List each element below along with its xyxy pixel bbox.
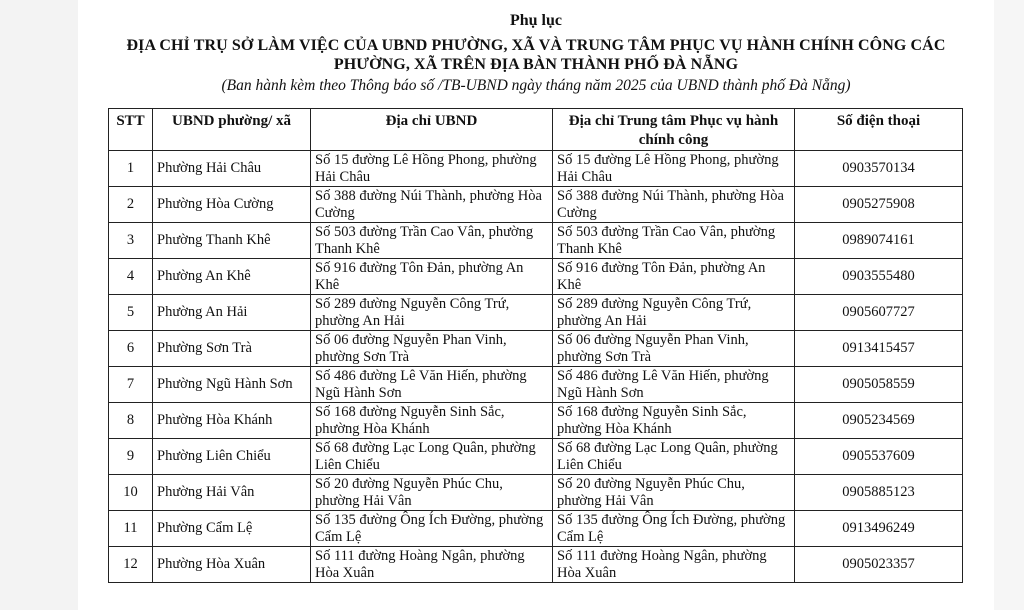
cell-ubnd-address: Số 916 đường Tôn Đản, phường An Khê	[311, 259, 553, 295]
document-page	[78, 0, 994, 610]
cell-center-address: Số 68 đường Lạc Long Quân, phường Liên Chiểu	[553, 439, 795, 475]
page-margin-left	[0, 0, 78, 610]
cell-ubnd-address: Số 168 đường Nguyễn Sinh Sắc, phường Hòa Khánh	[311, 403, 553, 439]
table-row	[109, 295, 963, 331]
cell-ubnd-address: Số 68 đường Lạc Long Quân, phường Liên Chiểu	[311, 439, 553, 475]
document-subtitle: (Ban hành kèm theo Thông báo số /TB-UBND ngày tháng năm 2025 của UBND thành phố Đà Nẵng)	[221, 77, 851, 94]
table-row	[109, 439, 963, 475]
cell-phone: 0905885123	[795, 475, 963, 511]
cell-ward: Phường Hải Vân	[153, 475, 311, 511]
cell-center-address: Số 111 đường Hoàng Ngân, phường Hòa Xuân	[553, 547, 795, 583]
cell-ubnd-address: Số 388 đường Núi Thành, phường Hòa Cường	[311, 187, 553, 223]
cell-ward: Phường Hòa Cường	[153, 187, 311, 223]
cell-stt: 10	[109, 475, 153, 511]
cell-ward: Phường Ngũ Hành Sơn	[153, 367, 311, 403]
cell-center-address: Số 20 đường Nguyễn Phúc Chu, phường Hải Vân	[553, 475, 795, 511]
cell-phone: 0903570134	[795, 151, 963, 187]
table-row	[109, 331, 963, 367]
table-row	[109, 403, 963, 439]
cell-center-address: Số 15 đường Lê Hồng Phong, phường Hải Châu	[553, 151, 795, 187]
cell-stt: 9	[109, 439, 153, 475]
cell-ubnd-address: Số 135 đường Ông Ích Đường, phường Cẩm Lệ	[311, 511, 553, 547]
cell-center-address: Số 916 đường Tôn Đản, phường An Khê	[553, 259, 795, 295]
cell-ubnd-address: Số 486 đường Lê Văn Hiến, phường Ngũ Hành Sơn	[311, 367, 553, 403]
cell-phone: 0913415457	[795, 331, 963, 367]
cell-stt: 3	[109, 223, 153, 259]
cell-stt: 1	[109, 151, 153, 187]
page-margin-right	[994, 0, 1024, 610]
cell-stt: 7	[109, 367, 153, 403]
cell-ubnd-address: Số 15 đường Lê Hồng Phong, phường Hải Châu	[311, 151, 553, 187]
header-stt: STT	[109, 109, 153, 151]
cell-ubnd-address: Số 289 đường Nguyễn Công Trứ, phường An Hải	[311, 295, 553, 331]
cell-stt: 5	[109, 295, 153, 331]
table-row	[109, 367, 963, 403]
cell-phone: 0905023357	[795, 547, 963, 583]
cell-ward: Phường Hải Châu	[153, 151, 311, 187]
cell-stt: 4	[109, 259, 153, 295]
header-center-address: Địa chỉ Trung tâm Phục vụ hành chính công	[553, 109, 795, 151]
cell-stt: 2	[109, 187, 153, 223]
table-row	[109, 511, 963, 547]
cell-phone: 0903555480	[795, 259, 963, 295]
cell-ward: Phường Hòa Khánh	[153, 403, 311, 439]
cell-center-address: Số 388 đường Núi Thành, phường Hòa Cường	[553, 187, 795, 223]
cell-stt: 11	[109, 511, 153, 547]
cell-ubnd-address: Số 06 đường Nguyễn Phan Vinh, phường Sơn Trà	[311, 331, 553, 367]
header-phone: Số điện thoại	[795, 109, 963, 151]
cell-ubnd-address: Số 111 đường Hoàng Ngân, phường Hòa Xuân	[311, 547, 553, 583]
cell-phone: 0905537609	[795, 439, 963, 475]
cell-stt: 12	[109, 547, 153, 583]
cell-phone: 0905058559	[795, 367, 963, 403]
cell-ward: Phường An Khê	[153, 259, 311, 295]
cell-ward: Phường Hòa Xuân	[153, 547, 311, 583]
cell-center-address: Số 503 đường Trần Cao Vân, phường Thanh Khê	[553, 223, 795, 259]
cell-stt: 8	[109, 403, 153, 439]
address-table	[108, 108, 963, 583]
cell-ward: Phường Thanh Khê	[153, 223, 311, 259]
table-row	[109, 151, 963, 187]
cell-ubnd-address: Số 503 đường Trần Cao Vân, phường Thanh Khê	[311, 223, 553, 259]
cell-phone: 0905275908	[795, 187, 963, 223]
table-row	[109, 223, 963, 259]
cell-phone: 0905234569	[795, 403, 963, 439]
cell-stt: 6	[109, 331, 153, 367]
table-row	[109, 475, 963, 511]
table-row	[109, 547, 963, 583]
cell-ubnd-address: Số 20 đường Nguyễn Phúc Chu, phường Hải Vân	[311, 475, 553, 511]
cell-center-address: Số 168 đường Nguyễn Sinh Sắc, phường Hòa Khánh	[553, 403, 795, 439]
table-header-row	[109, 109, 963, 151]
cell-center-address: Số 289 đường Nguyễn Công Trứ, phường An Hải	[553, 295, 795, 331]
cell-phone: 0913496249	[795, 511, 963, 547]
cell-phone: 0989074161	[795, 223, 963, 259]
cell-ward: Phường Liên Chiểu	[153, 439, 311, 475]
cell-center-address: Số 06 đường Nguyễn Phan Vinh, phường Sơn Trà	[553, 331, 795, 367]
cell-center-address: Số 486 đường Lê Văn Hiến, phường Ngũ Hành Sơn	[553, 367, 795, 403]
header-ward: UBND phường/ xã	[153, 109, 311, 151]
appendix-label: Phụ lục	[509, 12, 562, 29]
cell-ward: Phường Cẩm Lệ	[153, 511, 311, 547]
cell-ward: Phường An Hải	[153, 295, 311, 331]
table-row	[109, 259, 963, 295]
cell-phone: 0905607727	[795, 295, 963, 331]
document-title: ĐỊA CHỈ TRỤ SỞ LÀM VIỆC CỦA UBND PHƯỜNG, XÃ VÀ TRUNG TÂM PHỤC VỤ HÀNH CHÍNH CÔNG CÁC PHƯỜNG, XÃ TRÊN ĐỊA BÀN THÀNH PHỐ ĐÀ NẴNG	[126, 37, 946, 73]
cell-ward: Phường Sơn Trà	[153, 331, 311, 367]
cell-center-address: Số 135 đường Ông Ích Đường, phường Cẩm Lệ	[553, 511, 795, 547]
header-ubnd-address: Địa chỉ UBND	[311, 109, 553, 151]
table-row	[109, 187, 963, 223]
table-body	[109, 151, 963, 583]
